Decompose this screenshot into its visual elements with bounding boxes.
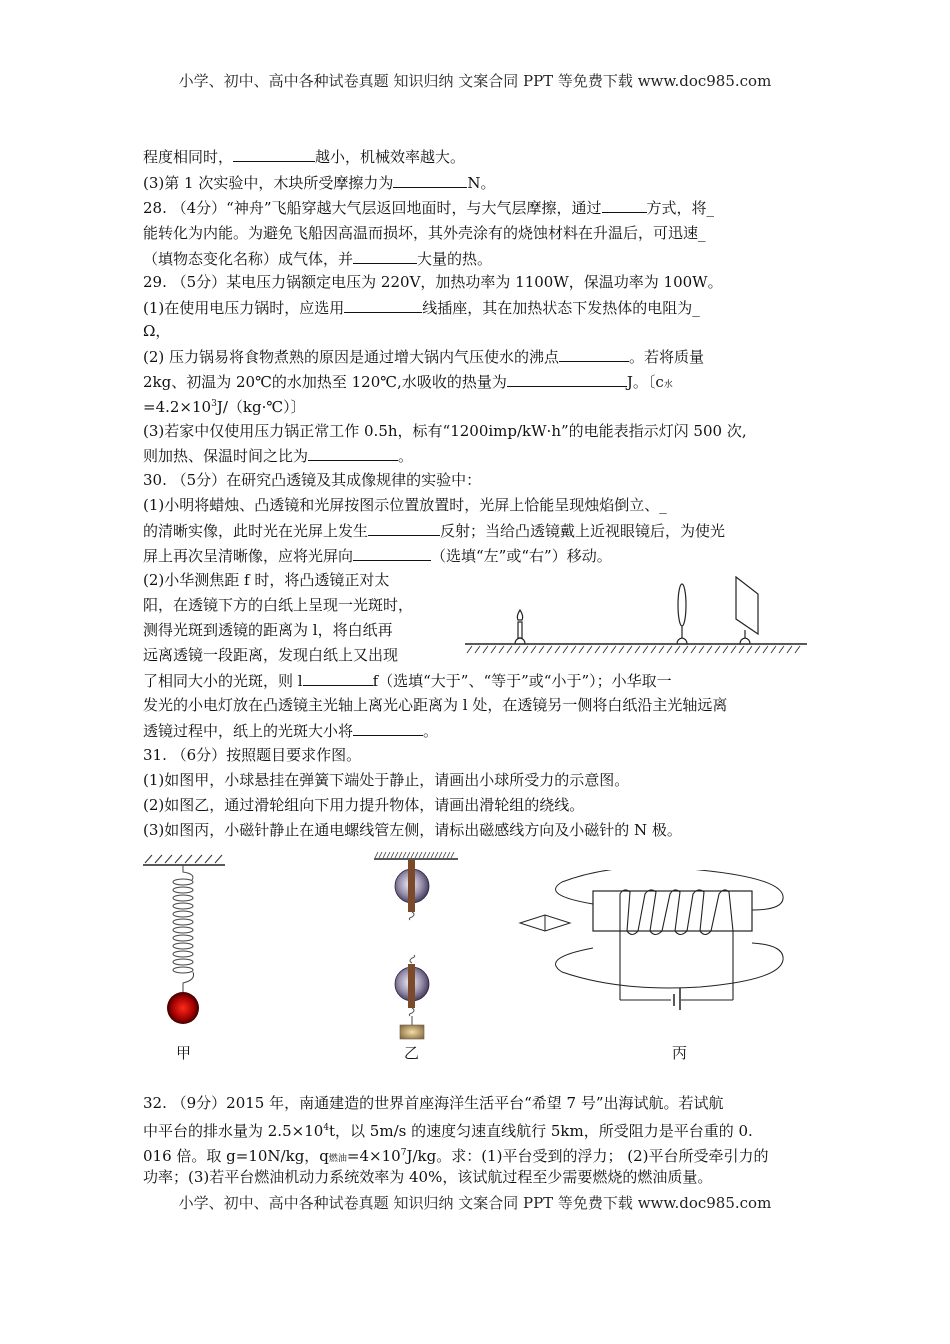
text-line: $=4.2\times 10^3J/(kg\cdot℃)$〕 [143, 398, 306, 416]
compass-needle-icon [520, 915, 570, 931]
text-line: (2)如图乙，通过滑轮组向下用力提升物体，请画出滑轮组的绕线。 [143, 796, 585, 814]
text-line: 2kg、初温为 20℃的水加热至 120℃,水吸收的热量为 J。〔c水 [143, 370, 673, 396]
page-footer: 小学、初中、高中各种试卷真题 知识归纳 文案合同 PPT 等免费下载 www.doc985.com [178, 1194, 772, 1212]
figure-label-bing: 丙 [672, 1044, 688, 1062]
question-30: 30. （5分）在研究凸透镜及其成像规律的实验中： [143, 471, 482, 489]
question-28: 28. （4分）“神舟”飞船穿越大气层返回地面时，与大气层摩擦，通过 方式，将_ [143, 196, 714, 219]
ball-icon [167, 992, 199, 1024]
text-line: 的清晰实像，此时光在光屏上发生 反射；当给凸透镜戴上近视眼镜后，为使光 [143, 519, 725, 542]
text-line: (3)第 1 次实验中，木块所受摩擦力为 N。 [143, 171, 495, 194]
solenoid-figure [500, 870, 800, 1010]
answer-blank[interactable] [602, 196, 647, 213]
battery-icon [674, 988, 680, 1010]
text-line: (3)若家中仅使用压力锅正常工作 0.5h，标有“1200imp/kW·h”的电能表指示灯闪 500 次, [143, 422, 747, 440]
text-line: 远离透镜一段距离，发现白纸上又出现 [143, 646, 399, 664]
answer-blank[interactable] [303, 669, 373, 686]
text-line: (2)小华测焦距 f 时，将凸透镜正对太 [143, 571, 390, 589]
text-line: 能转化为内能。为避免飞船因高温而损坏，其外壳涂有的烧蚀材料在升温后，可迅速_ [143, 224, 706, 242]
answer-blank[interactable] [393, 171, 467, 188]
answer-blank[interactable] [308, 444, 398, 461]
answer-blank[interactable] [344, 296, 422, 313]
figure-label-jia: 甲 [176, 1044, 192, 1062]
page-header: 小学、初中、高中各种试卷真题 知识归纳 文案合同 PPT 等免费下载 www.doc985.com [178, 72, 772, 90]
text-line: 发光的小电灯放在凸透镜主光轴上离光心距离为 l 处，在透镜另一侧将白纸沿主光轴远离 [143, 696, 728, 714]
answer-blank[interactable] [507, 370, 627, 387]
text-line: 测得光斑到透镜的距离为 l，将白纸再 [143, 621, 393, 639]
fixed-pulley-icon [395, 860, 429, 920]
optical-bench-figure [462, 574, 822, 656]
pulley-system-figure [372, 850, 460, 1040]
candle-icon [515, 610, 525, 644]
text-line: 中平台的排水量为 $2.5\times 10^4t$，以 5m/s 的速度匀速直线航行 5km，所受阻力是平台重的 0. [143, 1122, 753, 1140]
text-line: 阳，在透镜下方的白纸上呈现一光斑时， [143, 596, 414, 614]
text-line: (1)在使用电压力锅时，应选用 线插座，其在加热状态下发热体的电阻为_ [143, 296, 700, 319]
text-line: Ω， [143, 322, 171, 340]
answer-blank[interactable] [368, 519, 440, 536]
light-screen-icon [736, 577, 758, 644]
answer-blank[interactable] [559, 345, 629, 362]
text-line: 透镜过程中，纸上的光斑大小将 。 [143, 719, 438, 742]
question-32: 32. （9分）2015 年，南通建造的世界首座海洋生活平台“希望 7 号”出海试航。若试航 [143, 1094, 724, 1112]
spring-ball-figure [140, 850, 230, 1030]
answer-blank[interactable] [353, 247, 417, 264]
question-29: 29. （5分）某电压力锅额定电压为 220V，加热功率为 1100W，保温功率为 100W。 [143, 273, 723, 291]
figure-label-yi: 乙 [404, 1044, 420, 1062]
movable-pulley-icon [395, 955, 429, 1025]
text-line: (1)小明将蜡烛、凸透镜和光屏按图示位置放置时，光屏上恰能呈现烛焰倒立、_ [143, 496, 667, 514]
convex-lens-icon [677, 584, 687, 644]
text-line: 程度相同时， 越小，机械效率越大。 [143, 145, 465, 168]
text-line: 功率；(3)若平台燃油机动力系统效率为 40%，该试航过程至少需要燃烧的燃油质量。 [143, 1168, 713, 1186]
text-line: (3)如图丙，小磁针静止在通电螺线管左侧，请标出磁感线方向及小磁针的 N 极。 [143, 821, 682, 839]
weight-block-icon [400, 1025, 424, 1039]
text-line: (2) 压力锅易将食物煮熟的原因是通过增大锅内气压使水的沸点 。若将质量 [143, 345, 704, 368]
text-line: 则加热、保温时间之比为 。 [143, 444, 413, 467]
spring-icon [173, 865, 194, 992]
text-line: (1)如图甲，小球悬挂在弹簧下端处于静止，请画出小球所受力的示意图。 [143, 771, 630, 789]
answer-blank[interactable] [353, 719, 423, 736]
answer-blank[interactable] [353, 544, 431, 561]
text-line: 屏上再次呈清晰像，应将光屏向 （选填“左”或“右”）移动。 [143, 544, 612, 567]
answer-blank[interactable] [233, 145, 315, 162]
text-line: 了相同大小的光斑，则 l f（选填“大于”、“等于”或“小于”）；小华取一 [143, 669, 672, 692]
solenoid-core [593, 891, 752, 931]
text-line: （填物态变化名称）成气体，并 大量的热。 [143, 247, 492, 270]
text-line: 016 倍。取 g=10N/kg，q燃油$=4\times 10^7J/kg$。求：(1)平台受到的浮力； (2)平台所受牵引力的 [143, 1147, 769, 1165]
question-31: 31. （6分）按照题目要求作图。 [143, 746, 362, 764]
